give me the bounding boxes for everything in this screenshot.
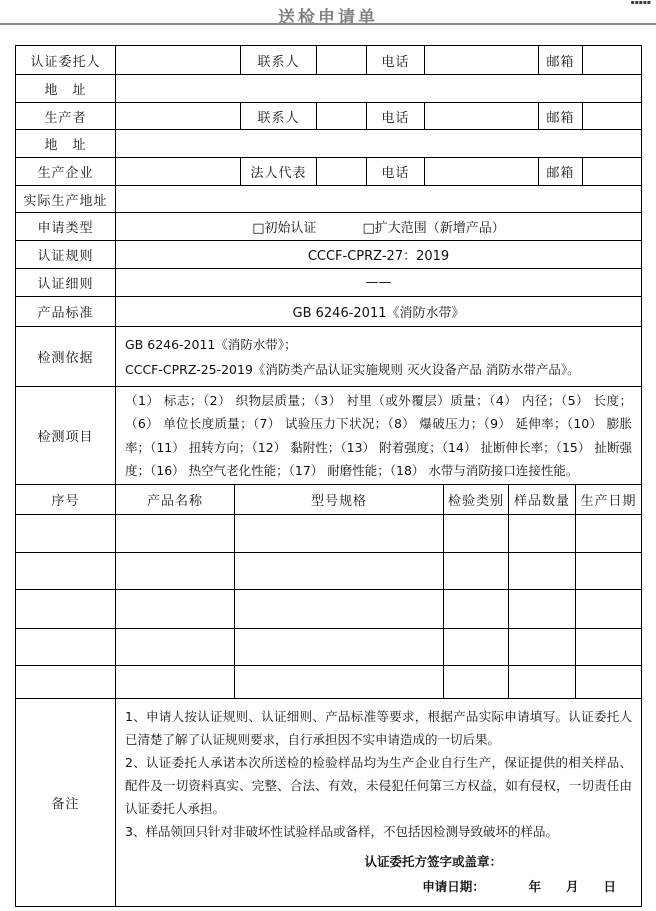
product-test-category-cell[interactable] [443,590,508,628]
producer-contact-label: 联系人 [240,103,316,129]
factory-name-field[interactable] [115,158,240,185]
remark-text [125,705,632,843]
product-index-cell[interactable] [16,629,115,665]
column-header-sample-qty: 样品数量 [508,485,575,514]
product-table-row [16,665,641,698]
producer-phone-label: 电话 [366,103,424,129]
checkbox-expand-scope[interactable]: □扩大范围（新增产品） [362,221,505,236]
cert-rule-label: 认证规则 [37,249,94,264]
product-index-cell[interactable] [16,515,115,552]
product-sample-qty-cell[interactable] [508,629,575,665]
actual-address-label: 实际生产地址 [23,193,108,209]
row-factory [16,157,641,185]
checkbox-initial-certification[interactable]: □初始认证 [252,221,317,236]
producer-contact-field[interactable] [316,103,366,129]
product-name-cell[interactable] [115,590,234,628]
signature-block [125,850,632,898]
applicant-contact-field[interactable] [316,46,366,74]
product-test-category-cell[interactable] [443,629,508,665]
product-table-header-row [16,484,641,514]
test-items-text: （1） 标志；（2） 织物层质量；（3） 衬里（或外覆层）质量；（4） 内径；（5） 长度；（6） 单位长度质量；（7） 试验压力下状况；（8） 爆破压力；（9） 延伸率；（10） 膨胀率；（11） 扭转方向；（12） 黏附性；（13） 附着强度；（14） 扯断伸长率；（15） 扯断强度；（16） 热空气老化性能；（17） 耐磨性能；（18） 水带与消防接口连接性能。 [125,392,632,478]
row-cert-detail [16,268,641,296]
page-title: 送检申请单 [278,8,378,28]
remark-content [115,699,641,906]
producer-address-label: 地 址 [44,138,87,153]
test-basis-value [115,327,641,386]
application-form-table [15,45,642,907]
product-table-row [16,628,641,665]
factory-label: 生产企业 [37,166,94,181]
product-model-cell[interactable] [234,629,443,665]
test-basis-line: GB 6246-2011《消防水带》； [125,336,297,352]
row-cert-rule [16,240,641,268]
product-standard-label: 产品标准 [37,306,94,321]
column-header-index: 序号 [51,494,80,509]
product-index-cell[interactable] [16,590,115,628]
product-model-cell[interactable] [234,590,443,628]
test-items-value [115,387,641,484]
actual-address-field[interactable] [115,186,641,212]
product-production-date-cell[interactable] [575,590,641,628]
row-producer-address [16,129,641,157]
product-index-cell[interactable] [16,666,115,698]
row-application-type [16,212,641,240]
remark-item-1: 1、申请人按认证规则、认证细则、产品标准等要求，根据产品实际申请填写。认证委托人已清楚了解了认证规则要求，自行承担因不实申请造成的一切后果。 [125,709,632,747]
applicant-email-label: 邮箱 [538,46,582,74]
row-applicant [16,46,641,74]
application-type-label: 申请类型 [37,221,94,236]
row-applicant-address [16,74,641,102]
product-production-date-cell[interactable] [575,666,641,698]
factory-phone-field[interactable] [424,158,538,185]
product-table-row [16,589,641,628]
product-model-cell[interactable] [234,553,443,589]
product-sample-qty-cell[interactable] [508,553,575,589]
column-header-production-date: 生产日期 [575,485,641,514]
product-test-category-cell[interactable] [443,553,508,589]
test-basis-line: CCCF-CPRZ-25-2019《消防类产品认证实施规则 灭火设备产品 消防水带产品》。 [125,361,580,377]
factory-email-label: 邮箱 [538,158,582,185]
applicant-name-field[interactable] [115,46,240,74]
row-actual-address [16,185,641,212]
product-model-cell[interactable] [234,666,443,698]
product-test-category-cell[interactable] [443,515,508,552]
applicant-address-label: 地 址 [44,83,87,98]
product-name-cell[interactable] [115,666,234,698]
column-header-product-name: 产品名称 [115,485,234,514]
application-type-options [115,213,641,240]
producer-name-field[interactable] [115,103,240,129]
product-name-cell[interactable] [115,515,234,552]
producer-email-field[interactable] [582,103,641,129]
cert-detail-label: 认证细则 [37,277,94,292]
producer-phone-field[interactable] [424,103,538,129]
row-producer [16,102,641,129]
product-test-category-cell[interactable] [443,666,508,698]
row-remark [16,698,641,906]
factory-phone-label: 电话 [366,158,424,185]
signature-line: 认证委托方签字或盖章： [364,854,502,869]
applicant-label: 认证委托人 [30,54,101,70]
product-index-cell[interactable] [16,553,115,589]
factory-legal-rep-field[interactable] [316,158,366,185]
product-name-cell[interactable] [115,629,234,665]
title-divider [0,23,656,25]
product-sample-qty-cell[interactable] [508,515,575,552]
test-items-label: 检测项目 [37,430,94,445]
row-test-items [16,386,641,484]
test-basis-label: 检测依据 [37,351,94,366]
product-table-row [16,552,641,589]
application-date-line: 申请日期： 年 月 日 [422,879,616,894]
product-table-row [16,514,641,552]
product-sample-qty-cell[interactable] [508,590,575,628]
remark-label: 备注 [51,797,80,812]
applicant-contact-label: 联系人 [240,46,316,74]
product-production-date-cell[interactable] [575,629,641,665]
remark-item-3: 3、样品领回只针对非破坏性试验样品或备样，不包括因检测导致破坏的样品。 [125,824,558,839]
column-header-test-category: 检验类别 [443,485,508,514]
product-production-date-cell[interactable] [575,515,641,552]
applicant-email-field[interactable] [582,46,641,74]
producer-email-label: 邮箱 [538,103,582,129]
producer-address-field[interactable] [115,130,641,157]
factory-email-field[interactable] [582,158,641,185]
row-product-standard [16,296,641,326]
producer-label: 生产者 [44,110,87,126]
product-name-cell[interactable] [115,553,234,589]
product-production-date-cell[interactable] [575,553,641,589]
product-model-cell[interactable] [234,515,443,552]
product-standard-value: GB 6246-2011《消防水带》 [115,297,641,326]
column-header-model-spec: 型号规格 [234,485,443,514]
applicant-phone-field[interactable] [424,46,538,74]
product-sample-qty-cell[interactable] [508,666,575,698]
applicant-address-field[interactable] [115,75,641,102]
applicant-phone-label: 电话 [366,46,424,74]
factory-legal-rep-label: 法人代表 [240,158,316,185]
cert-rule-value: CCCF-CPRZ-27：2019 [115,241,641,268]
cert-detail-value: —— [115,269,641,296]
remark-item-2: 2、认证委托人承诺本次所送检的检验样品均为生产企业自行生产，保证提供的相关样品、配件及一切资料真实、完整、合法、有效，未侵犯任何第三方权益，如有侵权，一切责任由认证委托人承担。 [125,755,632,816]
corner-mark: ▪▪▪▪▪ [630,0,651,6]
row-test-basis [16,326,641,386]
